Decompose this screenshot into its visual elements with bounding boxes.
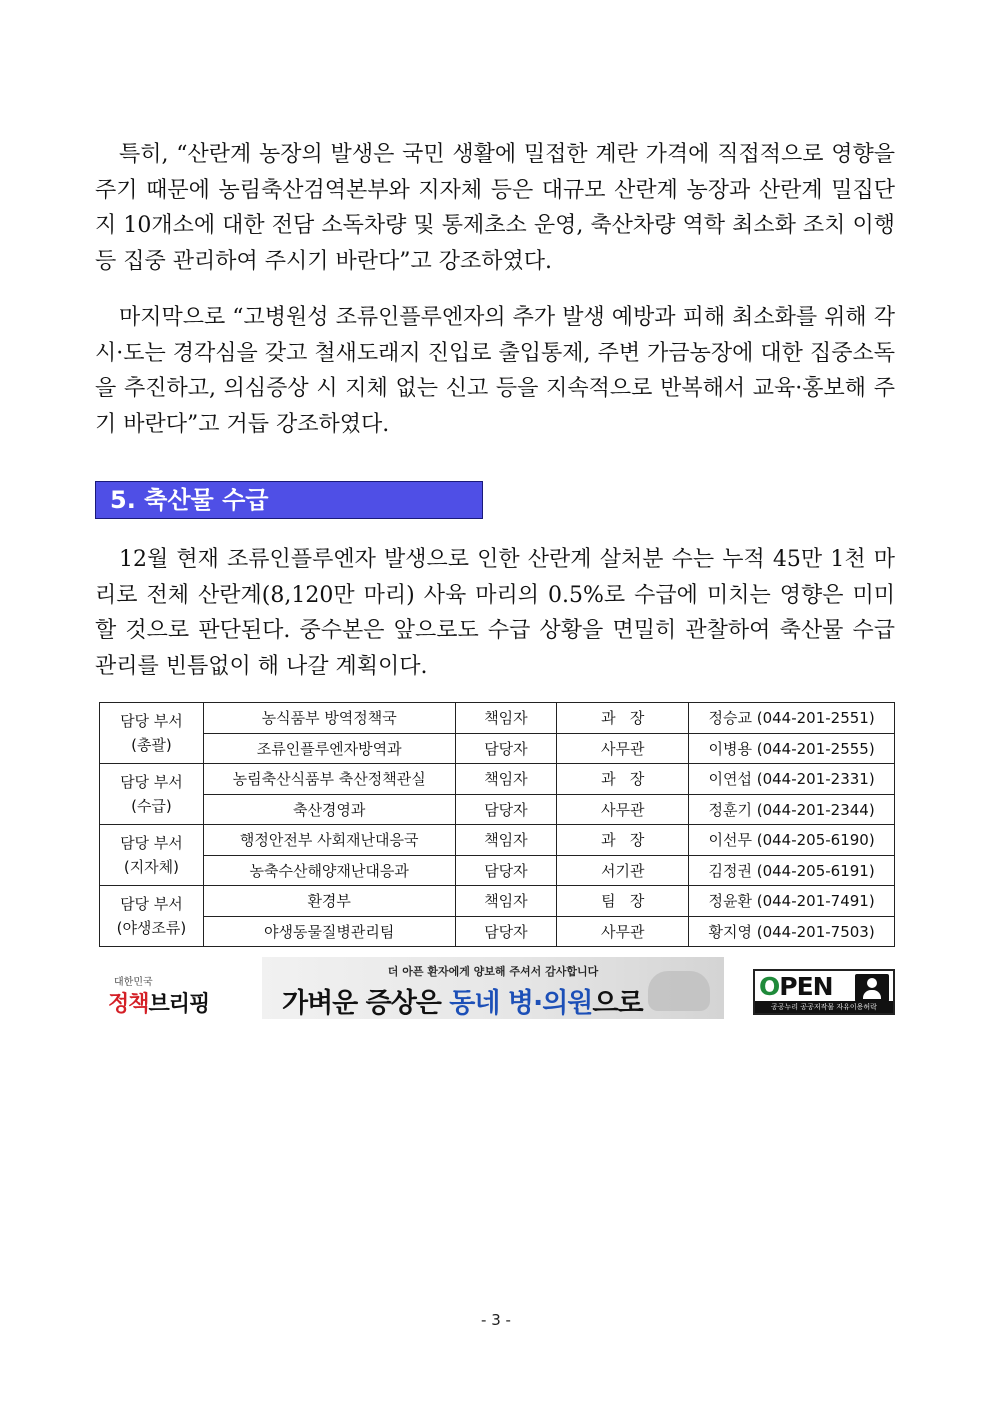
position-cell: 과 장 [557,825,689,856]
person-cell: 정윤환 (044-201-7491) [689,886,895,917]
paragraph-final-remarks [95,300,895,442]
org-cell: 환경부 [203,886,455,917]
person-cell: 정승교 (044-201-2551) [689,703,895,734]
paragraph-text: 12월 현재 조류인플루엔자 발생으로 인한 산란계 살처분 수는 누적 45만 1천 마리로 전체 산란계(8,120만 마리) 사육 마리의 0.5%로 수급에 미치는 영향은 미미할 것으로 판단된다. 중수본은 앞으로도 수급 상황을 면밀히 관찰하여 축산물 수급 관리를 빈틈없이 해 나갈 계획이다. [95,547,895,679]
table-row [100,794,895,825]
dept-cell: 담당 부서 (야생조류) [100,886,204,947]
contacts-table [99,702,895,947]
section-header-livestock-supply: 5. 축산물 수급 [95,481,483,519]
dept-cell: 담당 부서 (수급) [100,764,204,825]
org-cell: 농림축산식품부 축산정책관실 [203,764,455,795]
open-license-caption: 공공누리 공공저작물 자유이용허락 [755,1001,893,1013]
table-row [100,733,895,764]
org-cell: 행정안전부 사회재난대응국 [203,825,455,856]
role-cell: 담당자 [455,733,557,764]
open-o: O [759,972,780,1001]
role-cell: 책임자 [455,886,557,917]
paragraph-emphasis-layer-farms [95,137,895,279]
paragraph-text: 마지막으로 “고병원성 조류인플루엔자의 추가 발생 예방과 피해 최소화를 위해 각 시·도는 경각심을 갖고 철새도래지 진입로 출입통제, 주변 가금농장에 대한 집중소독을 추진하고, 의심증상 시 지체 없는 신고 등을 지속적으로 반복해서 교육·홍보해 주기 바란다”고 거듭 강조하였다. [95,305,895,437]
position-cell: 과 장 [557,703,689,734]
org-cell: 농식품부 방역정책국 [203,703,455,734]
person-cell: 이선무 (044-205-6190) [689,825,895,856]
position-cell: 서기관 [557,855,689,886]
logo-big-text [108,987,209,1018]
dept-cell: 담당 부서 (총괄) [100,703,204,764]
table-row [100,916,895,947]
attribution-person-icon [855,974,889,1002]
org-cell: 축산경영과 [203,794,455,825]
banner-title-part: 으로 [592,988,643,1019]
org-cell: 야생동물질병관리팀 [203,916,455,947]
person-cell: 정훈기 (044-201-2344) [689,794,895,825]
policy-briefing-logo [108,973,218,1017]
role-cell: 담당자 [455,794,557,825]
banner-title [282,981,643,1019]
person-cell: 이병용 (044-201-2555) [689,733,895,764]
open-rest: PEN [779,972,833,1001]
paragraph-supply-status [95,542,895,684]
page-number: - 3 - [481,1311,511,1329]
position-cell: 사무관 [557,916,689,947]
table-row [100,825,895,856]
banner-subtitle: 더 아픈 환자에게 양보해 주셔서 감사합니다 [387,965,599,978]
role-cell: 책임자 [455,764,557,795]
footer-logos [0,957,992,1023]
position-cell: 사무관 [557,794,689,825]
role-cell: 담당자 [455,855,557,886]
person-cell: 김정권 (044-205-6191) [689,855,895,886]
position-cell: 과 장 [557,764,689,795]
paragraph-text: 특히, “산란계 농장의 발생은 국민 생활에 밀접한 계란 가격에 직접적으로 영향을 주기 때문에 농림축산검역본부와 지자체 등은 대규모 산란계 농장과 산란계 밀집단지 10개소에 대한 전담 소독차량 및 통제초소 운영, 축산차량 역학 최소화 조치 이행 등 집중 관리하여 주시기 바란다”고 강조하였다. [95,142,895,274]
open-license-logo [753,969,895,1015]
hand-icon [648,971,710,1011]
position-cell: 사무관 [557,733,689,764]
table-row [100,886,895,917]
org-cell: 농축수산해양재난대응과 [203,855,455,886]
dept-cell: 담당 부서 (지자체) [100,825,204,886]
table-row [100,703,895,734]
logo-black-text: 브리핑 [148,992,210,1017]
banner-title-part: 가벼운 증상은 [282,988,450,1019]
role-cell: 책임자 [455,703,557,734]
logo-red-text: 정책 [108,992,149,1017]
open-word [759,972,833,1001]
person-cell: 이연섭 (044-201-2331) [689,764,895,795]
campaign-banner [262,957,724,1019]
person-cell: 황지영 (044-201-7503) [689,916,895,947]
logo-small-text: 대한민국 [114,977,153,988]
role-cell: 책임자 [455,825,557,856]
table-row [100,855,895,886]
table-row [100,764,895,795]
position-cell: 팀 장 [557,886,689,917]
role-cell: 담당자 [455,916,557,947]
org-cell: 조류인플루엔자방역과 [203,733,455,764]
banner-title-highlight: 동네 병·의원 [449,988,593,1019]
